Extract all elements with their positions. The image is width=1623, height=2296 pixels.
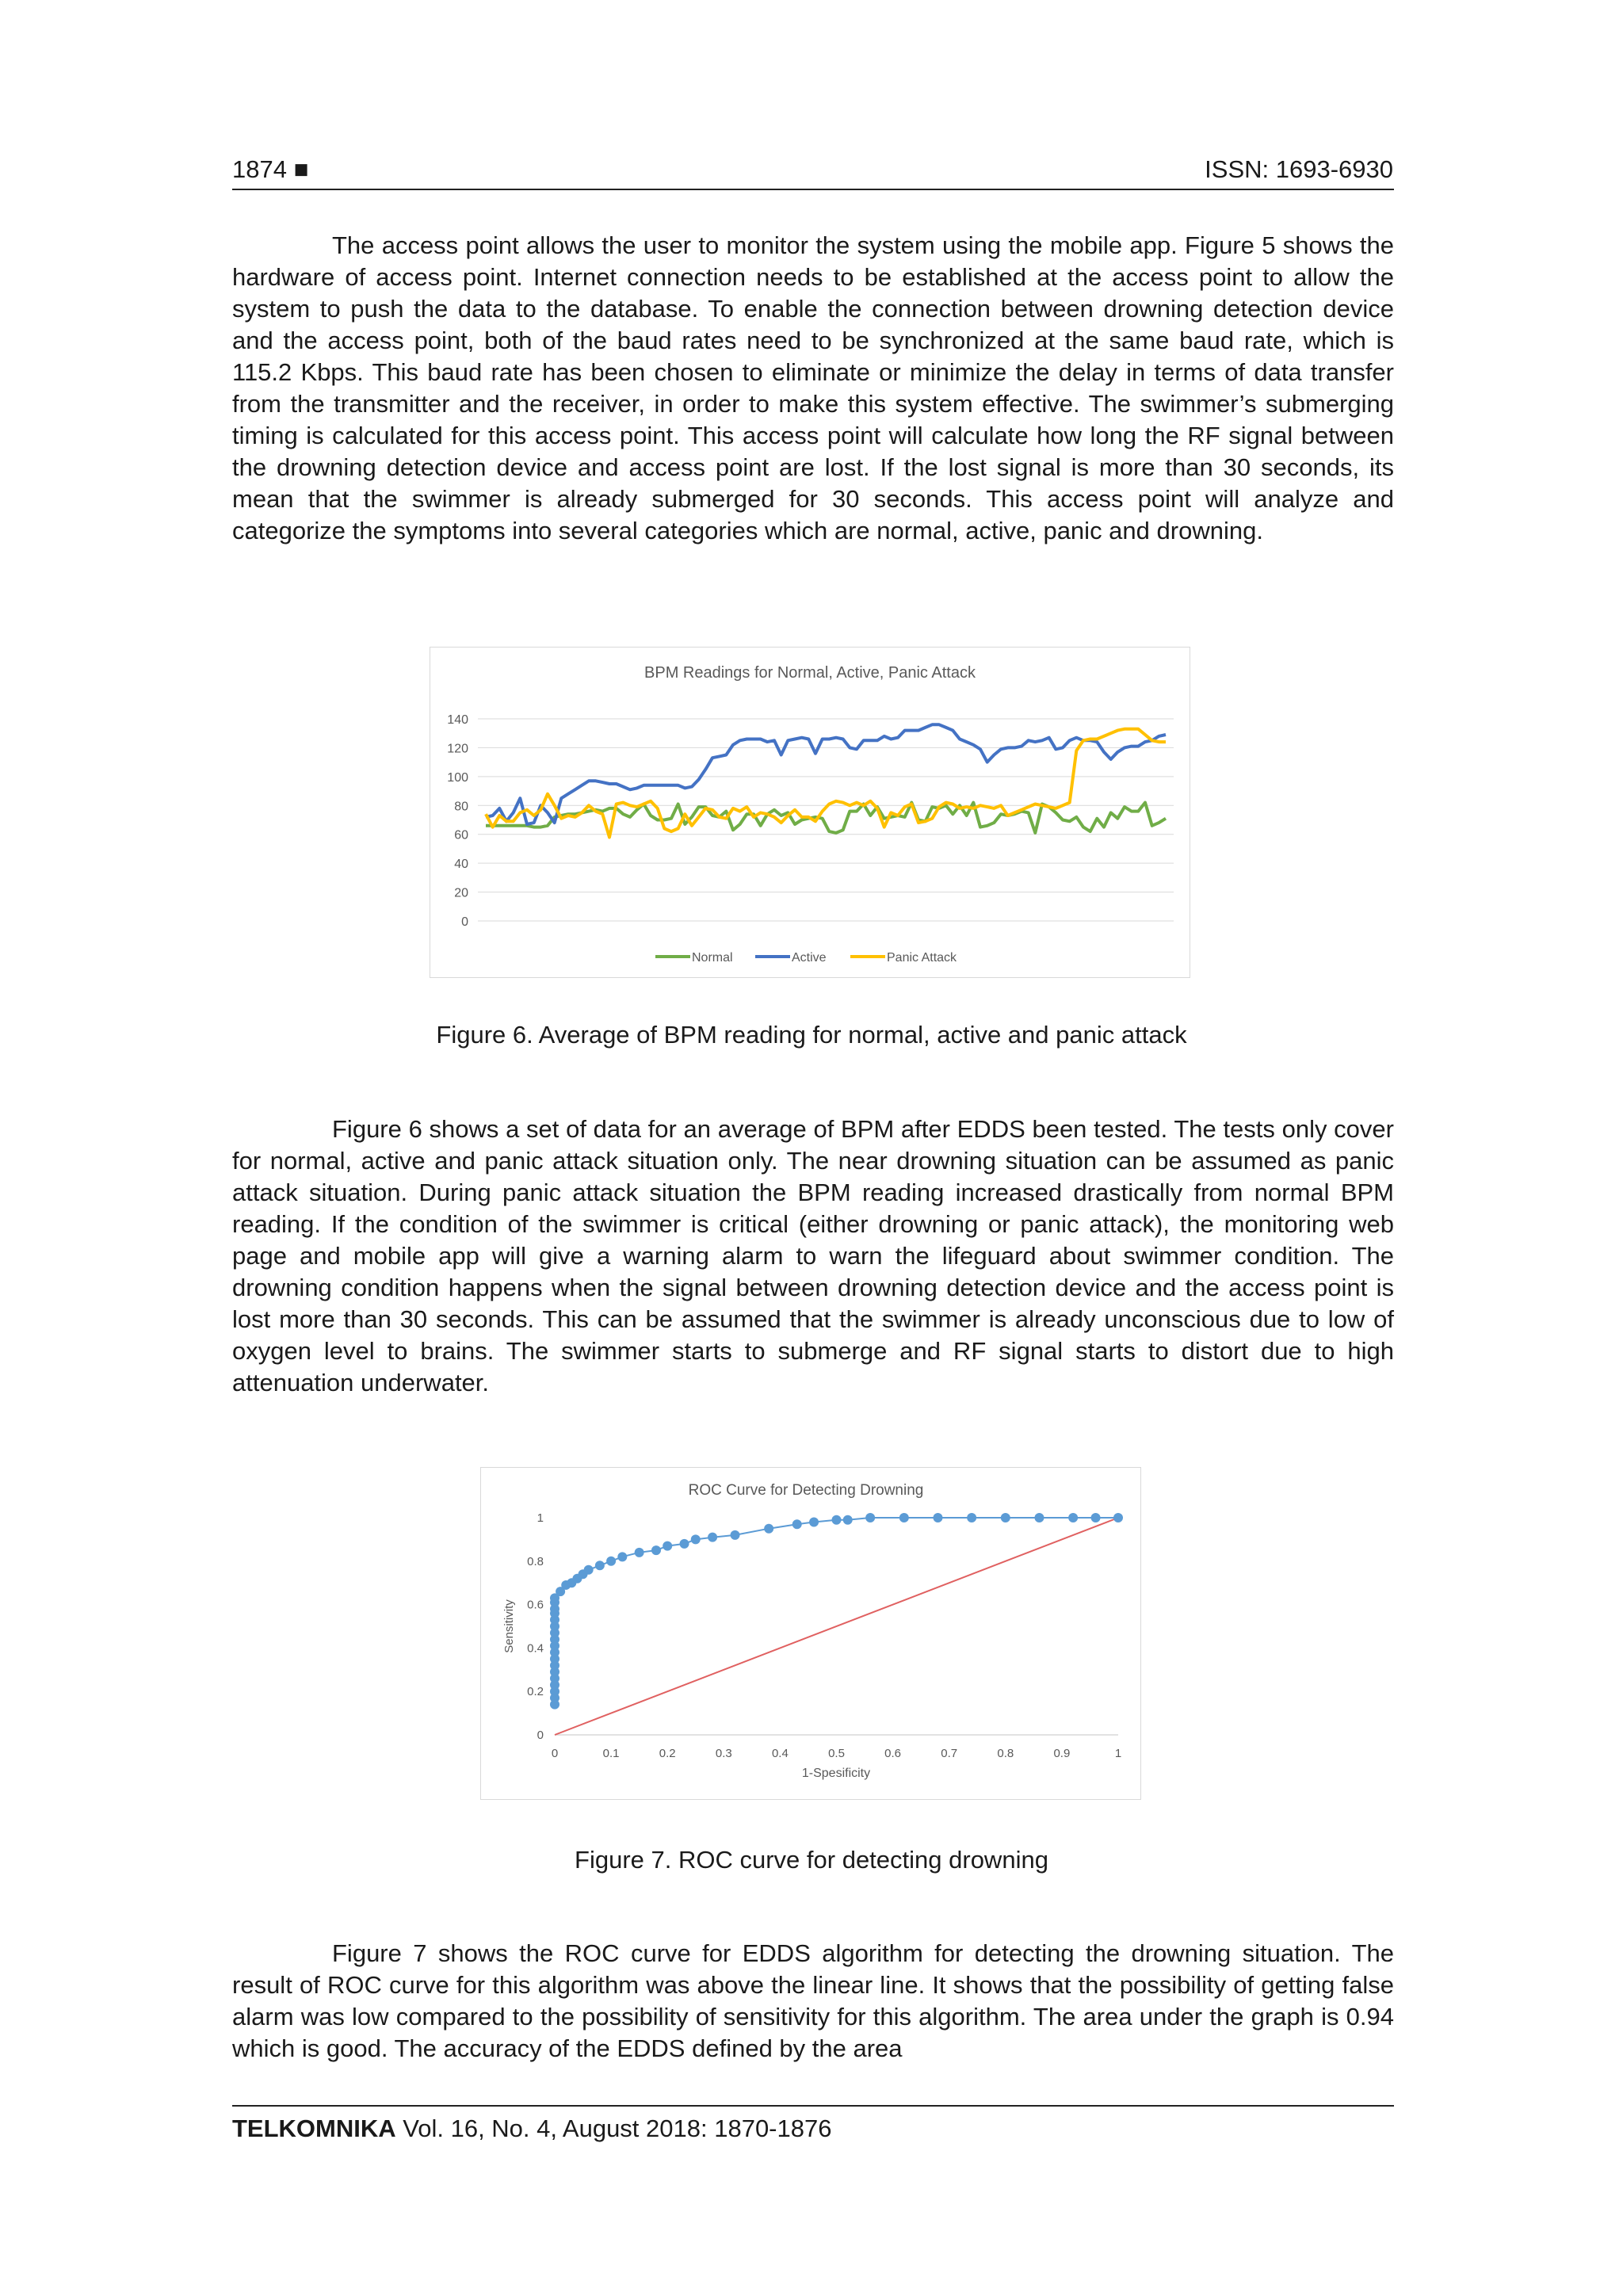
- page-number: 1874 ■: [232, 155, 309, 183]
- roc-point: [606, 1557, 616, 1566]
- roc-point: [1034, 1513, 1044, 1522]
- y-tick-label: 0: [461, 915, 468, 929]
- roc-point: [899, 1513, 909, 1522]
- header-rule: [232, 189, 1394, 190]
- roc-point: [933, 1513, 942, 1522]
- roc-point: [1091, 1513, 1101, 1522]
- x-tick-label: 0.7: [941, 1747, 958, 1760]
- x-tick-label: 0.3: [715, 1747, 732, 1760]
- roc-point: [691, 1534, 701, 1544]
- figure-6-chart: [430, 647, 1190, 978]
- x-tick-label: 0: [551, 1747, 559, 1760]
- x-tick-label: 0.4: [771, 1747, 789, 1760]
- legend-label: Panic Attack: [887, 951, 957, 965]
- roc-point: [832, 1515, 842, 1525]
- x-axis-label: 1-Spesificity: [801, 1767, 871, 1780]
- roc-point: [967, 1513, 976, 1522]
- y-tick-label: 0.2: [527, 1685, 544, 1699]
- figure-7-caption: Figure 7. ROC curve for detecting drowning: [575, 1846, 1048, 1874]
- x-tick-label: 0.5: [828, 1747, 845, 1760]
- footer-citation: TELKOMNIKA Vol. 16, No. 4, August 2018: 1870-1876: [232, 2115, 832, 2142]
- roc-point: [708, 1533, 717, 1542]
- x-tick-label: 0.6: [884, 1747, 902, 1760]
- square-bullet-icon: ■: [293, 155, 309, 183]
- roc-point: [617, 1552, 627, 1561]
- y-tick-label: 80: [454, 800, 468, 814]
- roc-point: [1068, 1513, 1078, 1522]
- y-axis-label: Sensitivity: [502, 1599, 516, 1653]
- roc-curve-line: [555, 1518, 1118, 1705]
- roc-point: [635, 1548, 644, 1557]
- y-tick-label: 0: [537, 1729, 544, 1742]
- chart-title: ROC Curve for Detecting Drowning: [688, 1482, 924, 1499]
- paragraph-1: The access point allows the user to monitor the system using the mobile app. Figure 5 shows the hardware of access point. Internet connection needs to be established at the access point to allow the system to push the data to the database. To enable the connection between drowning detection device and the access point, both of the baud rates need to be synchronized at the same baud rate, which is 115.2 Kbps. This baud rate has been chosen to eliminate or minimize the delay in terms of data transfer from the transmitter and the receiver, in order to make this system effective. The swimmer’s submerging timing is calculated for this access point. This access point will calculate how long the RF signal between the drowning detection device and access point are lost. If the lost signal is more than 30 seconds, its mean that the swimmer is already submerged for 30 seconds. This access point will analyze and categorize the symptoms into several categories which are normal, active, panic and drowning.: [232, 231, 1394, 544]
- roc-point: [1113, 1513, 1123, 1522]
- roc-point: [809, 1517, 819, 1526]
- issn: ISSN: 1693-6930: [1205, 155, 1393, 183]
- roc-point: [680, 1539, 689, 1549]
- roc-point: [663, 1541, 672, 1551]
- legend-label: Normal: [692, 951, 733, 965]
- figure-6-caption: Figure 6. Average of BPM reading for normal, active and panic attack: [436, 1021, 1187, 1049]
- roc-point: [584, 1565, 594, 1575]
- y-tick-label: 20: [454, 886, 468, 900]
- paragraph-3: Figure 7 shows the ROC curve for EDDS algorithm for detecting the drowning situation. The result of ROC curve for this algorithm was above the linear line. It shows that the possibility of getting false alarm was low compared to the possibility of sensitivity for this algorithm. The area under the graph is 0.94 which is good. The accuracy of the EDDS defined by the area: [232, 1939, 1394, 2062]
- y-tick-label: 1: [537, 1511, 544, 1525]
- y-tick-label: 0.6: [527, 1598, 544, 1612]
- roc-point: [1001, 1513, 1010, 1522]
- x-tick-label: 0.2: [659, 1747, 676, 1760]
- figure-7-chart: [480, 1467, 1141, 1800]
- y-tick-label: 40: [454, 858, 468, 872]
- y-tick-label: 100: [447, 770, 468, 785]
- x-tick-label: 0.9: [1053, 1747, 1071, 1760]
- roc-point: [843, 1515, 853, 1525]
- y-tick-label: 60: [454, 828, 468, 842]
- roc-point: [764, 1524, 773, 1534]
- roc-point: [731, 1530, 740, 1540]
- chart-title: BPM Readings for Normal, Active, Panic Attack: [644, 664, 976, 682]
- y-tick-label: 0.8: [527, 1554, 544, 1568]
- roc-point: [595, 1561, 605, 1570]
- legend-label: Active: [792, 951, 827, 965]
- x-tick-label: 0.1: [602, 1747, 620, 1760]
- footer-rule: [232, 2105, 1394, 2107]
- roc-point: [651, 1545, 661, 1555]
- x-tick-label: 0.8: [997, 1747, 1014, 1760]
- roc-point: [792, 1519, 802, 1529]
- paragraph-2: Figure 6 shows a set of data for an average of BPM after EDDS been tested. The tests only cover for normal, active and panic attack situation only. The near drowning situation can be assumed as panic attack situation. During panic attack situation the BPM reading increased drastically from normal BPM reading. If the condition of the swimmer is critical (either drowning or panic attack), the monitoring web page and mobile app will give a warning alarm to warn the lifeguard about swimmer condition. The drowning condition happens when the signal between drowning detection device and the access point is lost more than 30 seconds. This can be assumed that the swimmer is already unconscious due to low of oxygen level to brains. The swimmer starts to submerge and RF signal starts to distort due to high attenuation underwater.: [232, 1115, 1394, 1396]
- y-tick-label: 120: [447, 742, 468, 756]
- x-tick-label: 1: [1114, 1747, 1122, 1760]
- y-tick-label: 0.4: [527, 1641, 544, 1656]
- y-tick-label: 140: [447, 713, 468, 727]
- roc-point: [865, 1513, 875, 1522]
